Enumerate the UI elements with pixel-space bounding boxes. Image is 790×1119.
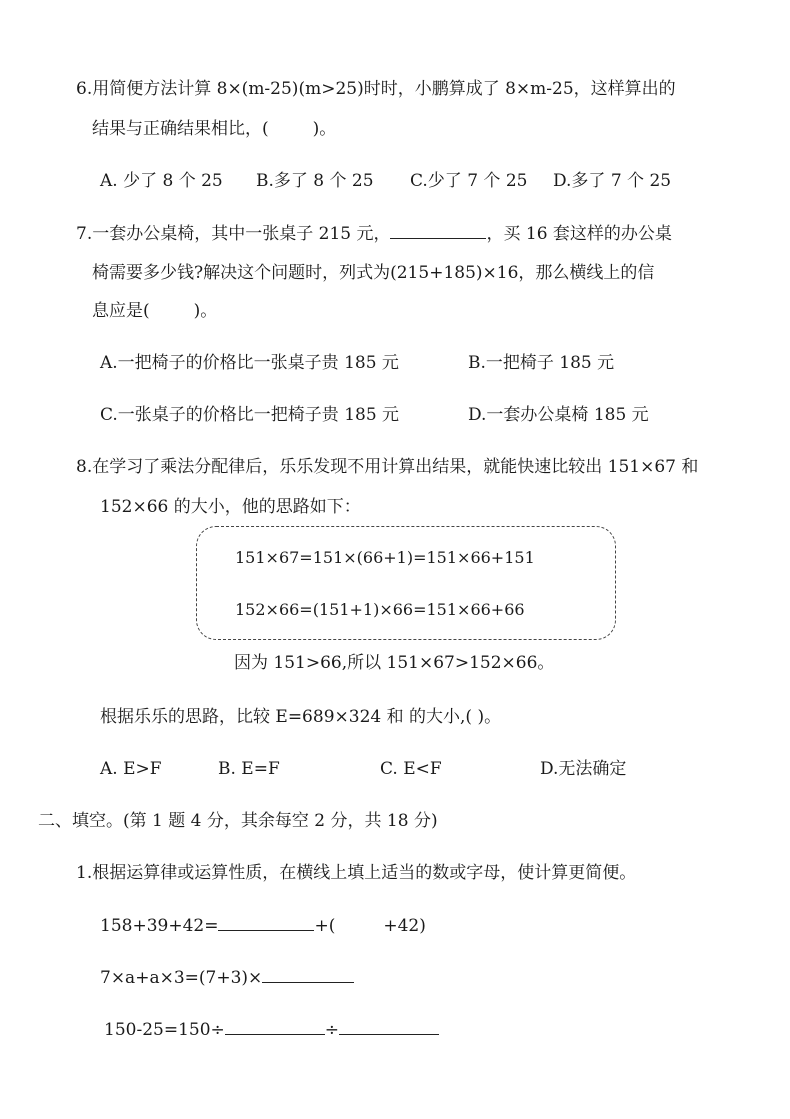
eq3-left: 150-25=150÷ (104, 1020, 225, 1040)
q8-box-line1: 151×67=151×(66+1)=151×66+151 (235, 548, 535, 567)
q6-option-b[interactable]: B.多了 8 个 25 (256, 171, 374, 191)
q7-line1-end: ，买 16 套这样的办公桌 (486, 224, 672, 244)
q8-question: 根据乐乐的思路，比较 E=689×324 和 的大小,( )。 (100, 707, 502, 727)
s2-equation-2 (100, 966, 354, 989)
eq3-blank-1[interactable] (225, 1018, 325, 1035)
eq2-blank[interactable] (262, 966, 354, 983)
q8-reasoning-box (196, 526, 616, 640)
eq1-paren-close: +42) (383, 916, 426, 936)
q7-option-c[interactable]: C.一张桌子的价格比一把椅子贵 185 元 (100, 405, 400, 425)
q7-line3-end: )。 (193, 301, 218, 321)
q7-line1 (76, 222, 672, 245)
q6-line2-end: )。 (312, 119, 337, 139)
q7-line3 (92, 300, 217, 322)
q8-option-b[interactable]: B. E=F (218, 759, 280, 779)
s2-q1-text: 1.根据运算律或运算性质，在横线上填上适当的数或字母，使计算更简便。 (76, 863, 637, 883)
eq1-blank[interactable] (218, 914, 314, 931)
q8-option-d[interactable]: D.无法确定 (540, 759, 627, 779)
q8-line2: 152×66 的大小，他的思路如下： (100, 497, 361, 517)
q7-option-a[interactable]: A.一把椅子的价格比一张桌子贵 185 元 (100, 353, 399, 373)
eq1-paren-open: +( (314, 916, 336, 936)
q8-conclusion: 因为 151>66,所以 151×67>152×66。 (234, 653, 555, 673)
eq1-left: 158+39+42= (100, 916, 219, 936)
q8-box-line2: 152×66=(151+1)×66=151×66+66 (235, 600, 525, 619)
q6-option-a[interactable]: A. 少了 8 个 25 (100, 171, 223, 191)
eq3-divide: ÷ (324, 1020, 340, 1040)
q6-line2-text: 结果与正确结果相比，( (92, 119, 269, 139)
q7-line1-text: 7.一套办公桌椅，其中一张桌子 215 元， (76, 224, 391, 244)
q7-option-d[interactable]: D.一套办公桌椅 185 元 (468, 405, 649, 425)
q8-option-a[interactable]: A. E>F (100, 759, 162, 779)
q6-option-d[interactable]: D.多了 7 个 25 (553, 171, 672, 191)
q6-option-c[interactable]: C.少了 7 个 25 (410, 171, 528, 191)
q8-line1: 8.在学习了乘法分配律后，乐乐发现不用计算出结果，就能快速比较出 151×67 和 (76, 457, 699, 477)
q7-line3-text: 息应是( (92, 301, 150, 321)
s2-equation-1 (100, 914, 426, 937)
q6-line2 (92, 118, 336, 140)
q7-fill-blank[interactable] (390, 222, 486, 239)
q8-option-c[interactable]: C. E<F (380, 759, 442, 779)
q7-option-b[interactable]: B.一把椅子 185 元 (468, 353, 615, 373)
section2-heading: 二、填空。(第 1 题 4 分，其余每空 2 分，共 18 分) (38, 811, 438, 831)
eq3-blank-2[interactable] (339, 1018, 439, 1035)
eq2-left: 7×a+a×3=(7+3)× (100, 968, 263, 988)
q7-line2: 椅需要多少钱?解决这个问题时，列式为(215+185)×16，那么横线上的信 (92, 263, 655, 283)
q6-line1: 6.用简便方法计算 8×(m-25)(m>25)时时，小鹏算成了 8×m-25，这样算出的 (76, 79, 676, 99)
s2-equation-3 (104, 1018, 439, 1041)
